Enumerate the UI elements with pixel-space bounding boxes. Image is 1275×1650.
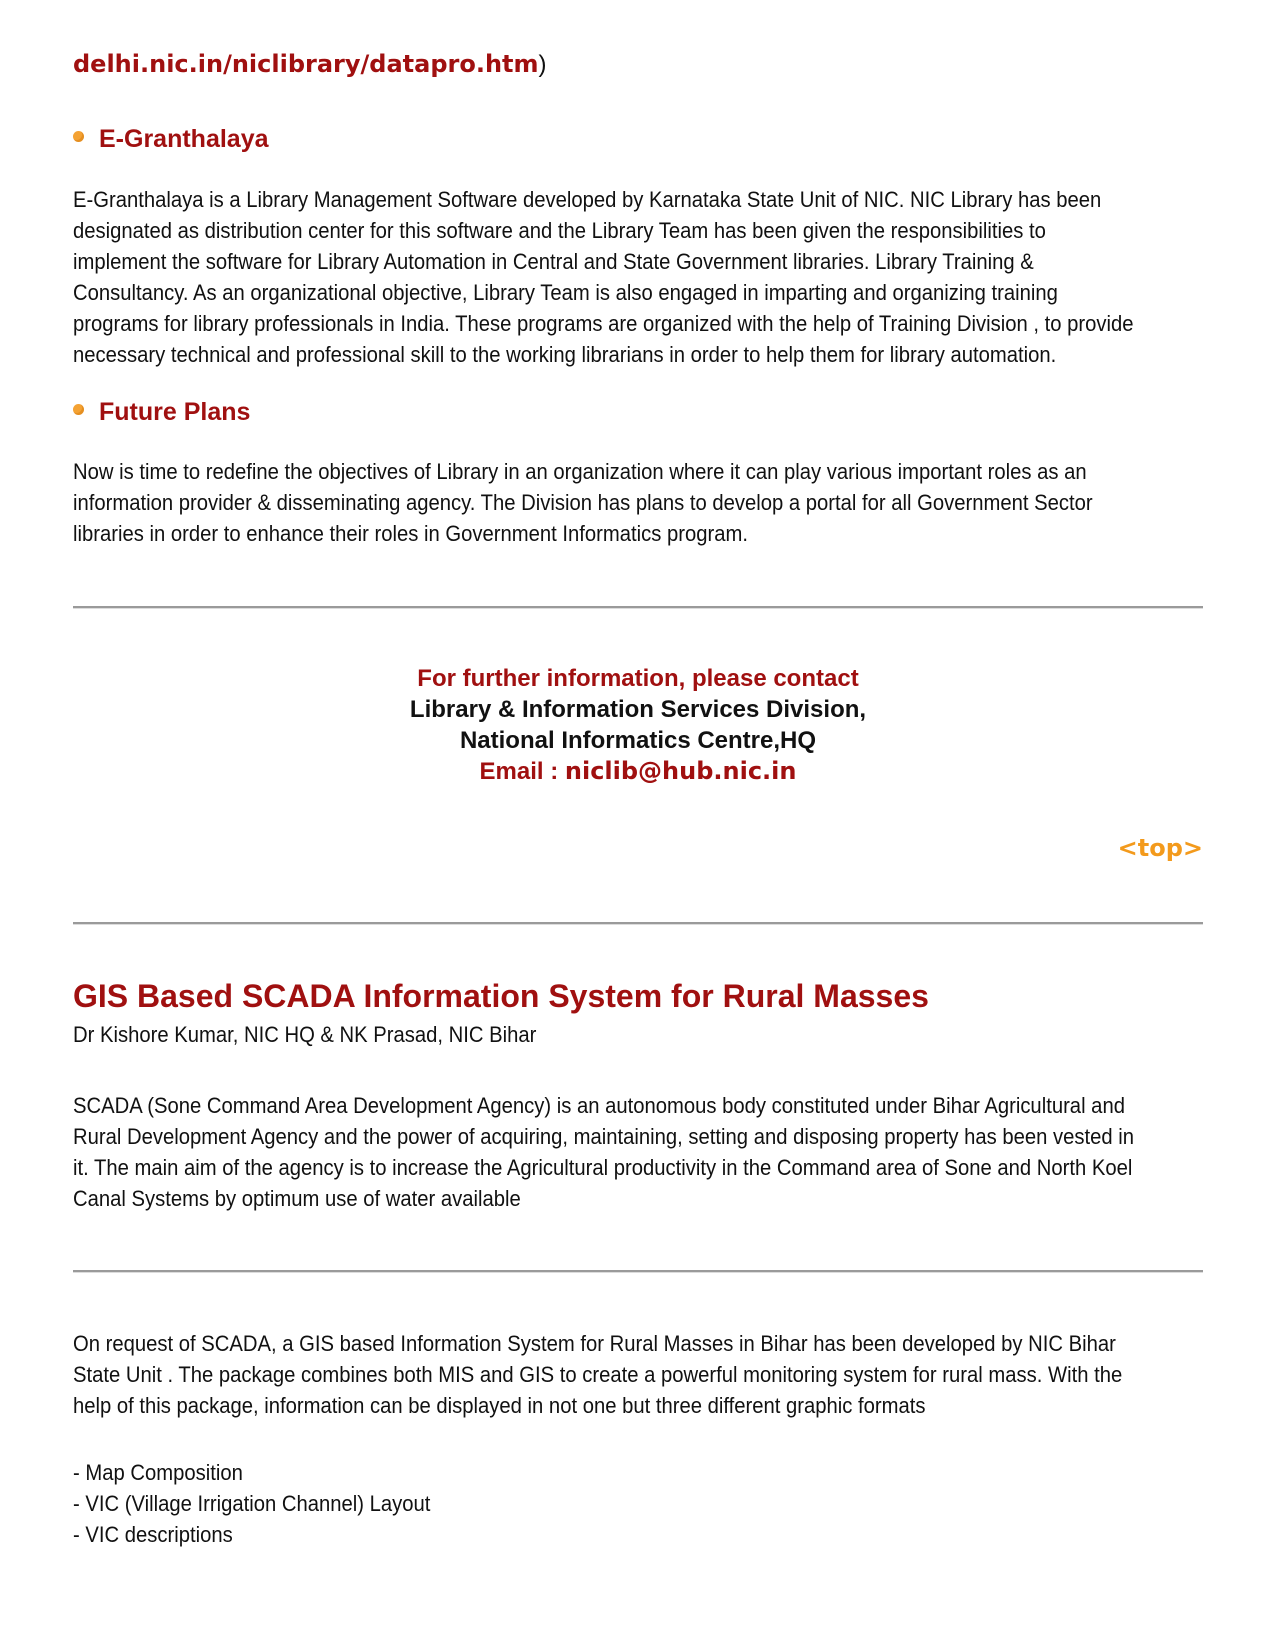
- email-label: Email :: [479, 758, 565, 785]
- graphic-formats-list: [73, 1457, 1203, 1550]
- divider: [73, 922, 1203, 925]
- contact-centre: National Informatics Centre,HQ: [459, 727, 817, 754]
- paragraph-line: it. The main aim of the agency is to increase the Agricultural productivity in the Command area of Sone and North Koel: [73, 1155, 1133, 1180]
- future-plans-title: Future Plans: [99, 398, 251, 426]
- paragraph-line: libraries in order to enhance their roles in Government Informatics program.: [73, 521, 748, 546]
- paragraph-line: E-Granthalaya is a Library Management Software developed by Karnataka State Unit of NIC. NIC Library has been: [73, 187, 1102, 212]
- divider: [73, 606, 1203, 609]
- paragraph-line: information provider & disseminating agency. The Division has plans to develop a portal for all Government Sector: [73, 490, 1093, 515]
- contact-heading: For further information, please contact: [417, 665, 859, 692]
- paragraph-line: Canal Systems by optimum use of water available: [73, 1186, 521, 1211]
- email-link[interactable]: niclib@hub.nic.in: [564, 757, 797, 785]
- egranthalaya-heading: [73, 125, 269, 154]
- closing-paren: ): [538, 51, 547, 78]
- article-title: GIS Based SCADA Information System for Rural Masses: [73, 978, 929, 1014]
- article-authors: Dr Kishore Kumar, NIC HQ & NK Prasad, NIC Bihar: [73, 1022, 537, 1047]
- paragraph-line: help of this package, information can be displayed in not one but three different graphic formats: [73, 1393, 926, 1418]
- divider: [73, 1270, 1203, 1273]
- paragraph-line: State Unit . The package combines both MIS and GIS to create a powerful monitoring system for rural mass. With the: [73, 1362, 1123, 1387]
- paragraph-line: Now is time to redefine the objectives of Library in an organization where it can play various important roles as an: [73, 459, 1087, 484]
- paragraph-line: On request of SCADA, a GIS based Information System for Rural Masses in Bihar has been developed by NIC Bihar: [73, 1331, 1116, 1356]
- egranthalaya-paragraph: [73, 184, 1203, 370]
- paragraph-line: Rural Development Agency and the power of acquiring, maintaining, setting and disposing property has been vested in: [73, 1124, 1135, 1149]
- datapro-link-url[interactable]: delhi.nic.in/niclibrary/datapro.htm: [73, 50, 539, 78]
- orange-bullet-icon: [73, 404, 84, 415]
- contact-block: [73, 663, 1203, 787]
- paragraph-line: implement the software for Library Automation in Central and State Government libraries. Library Training &: [73, 249, 1034, 274]
- list-item: - Map Composition: [73, 1460, 243, 1485]
- back-to-top-link[interactable]: <top>: [1117, 834, 1203, 862]
- contact-division: Library & Information Services Division,: [409, 696, 867, 723]
- paragraph-line: Consultancy. As an organizational objective, Library Team is also engaged in imparting and organizing training: [73, 280, 1058, 305]
- future-plans-heading: [73, 398, 250, 427]
- orange-bullet-icon: [73, 131, 84, 142]
- list-item: - VIC (Village Irrigation Channel) Layout: [73, 1491, 431, 1516]
- article-intro-paragraph: [73, 1090, 1203, 1214]
- list-item: - VIC descriptions: [73, 1522, 233, 1547]
- article-body-paragraph: [73, 1328, 1203, 1421]
- contact-email-row: [73, 756, 1203, 787]
- paragraph-line: programs for library professionals in India. These programs are organized with the help of Training Division , to provide: [73, 311, 1134, 336]
- paragraph-line: designated as distribution center for this software and the Library Team has been given the responsibilities to: [73, 218, 1046, 243]
- future-plans-paragraph: [73, 456, 1203, 549]
- paragraph-line: necessary technical and professional skill to the working librarians in order to help them for library automation.: [73, 342, 1057, 367]
- egranthalaya-title: E-Granthalaya: [99, 125, 269, 153]
- paragraph-line: SCADA (Sone Command Area Development Agency) is an autonomous body constituted under Bihar Agricultural and: [73, 1093, 1125, 1118]
- datapro-link[interactable]: [73, 50, 547, 79]
